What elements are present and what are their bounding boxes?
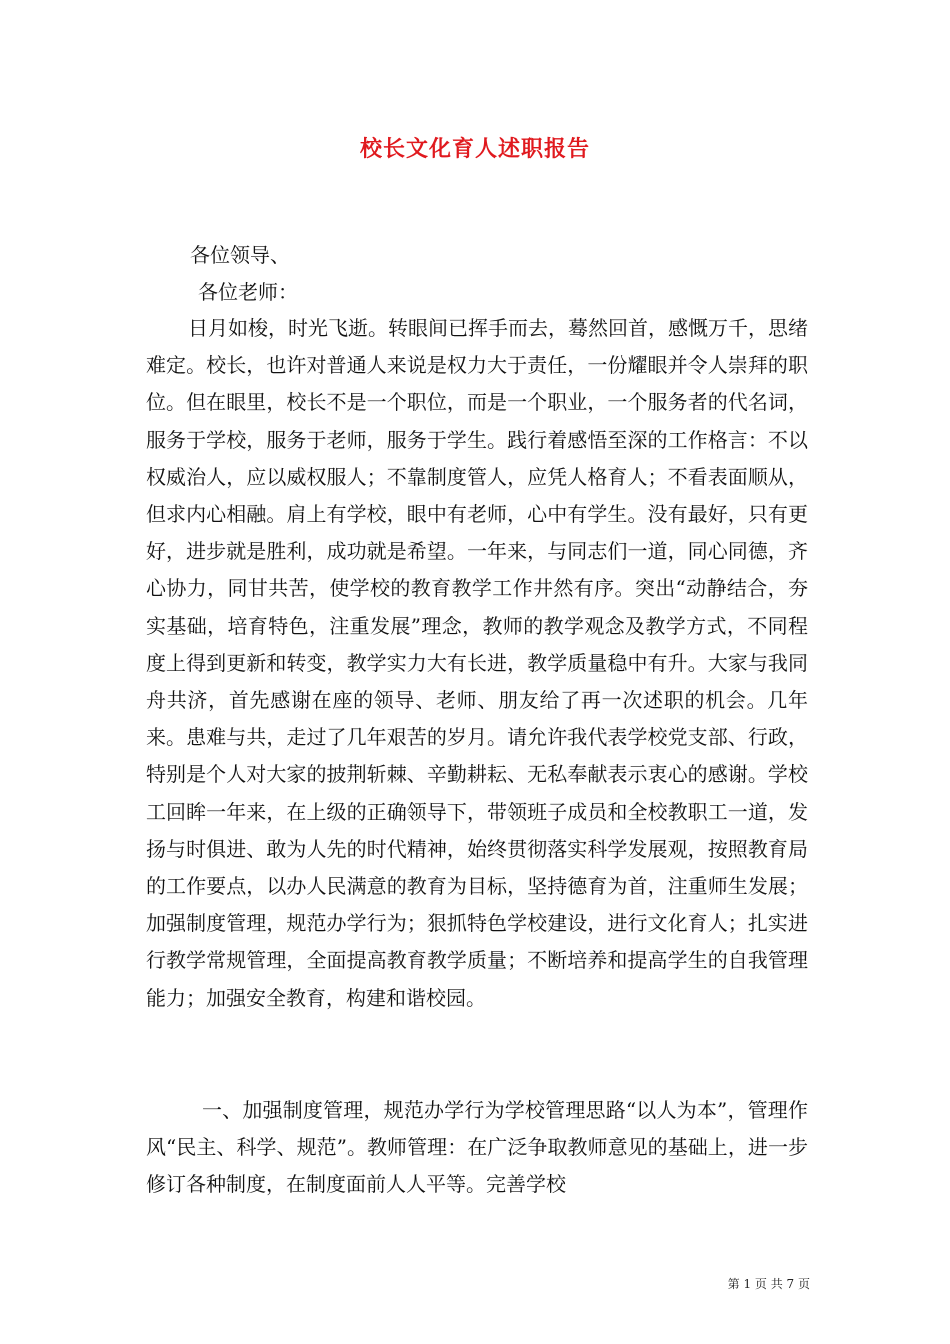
document-title: 校长文化育人述职报告 bbox=[359, 136, 590, 162]
body-paragraph: 日月如梭，时光飞逝。转眼间已挥手而去，蓦然回首，感慨万千，思绪难定。校长，也许对普通人来说是权力大于责任，一份耀眼并令人崇拜的职位。但在眼里，校长不是一个职位，而是一个职业，一个服务者的代名词，服务于学校，服务于老师，服务于学生。践行着感悟至深的工作格言：不以权威治人，应以威权服人；不靠制度管人，应凭人格育人；不看表面顺从，但求内心相融。肩上有学校，眼中有老师，心中有学生。没有最好，只有更好，进步就是胜利，成功就是希望。一年来，与同志们一道，同心同德，齐心协力，同甘共苦，使学校的教育教学工作井然有序。突出“动静结合，夯实基础，培育特色，注重发展”理念，教师的教学观念及教学方式，不同程度上得到更新和转变，教学实力大有长进，教学质量稳中有升。大家与我同舟共济，首先感谢在座的领导、老师、朋友给了再一次述职的机会。几年来。患难与共，走过了几年艰苦的岁月。请允许我代表学校党支部、行政，特别是个人对大家的披荆斩棘、辛勤耕耘、无私奉献表示衷心的感谢。学校工回眸一年来，在上级的正确领导下，带领班子成员和全校教职工一道，发扬与时俱进、敢为人先的时代精神，始终贯彻落实科学发展观，按照教育局的工作要点，以办人民满意的教育为目标，坚持德育为首，注重师生发展；加强制度管理，规范办学行为；狠抓特色学校建设，进行文化育人；扎实进行教学常规管理，全面提高教育教学质量；不断培养和提高学生的自我管理能力；加强安全教育，构建和谐校园。 bbox=[146, 316, 808, 1010]
page-number-footer: 第 1 页 共 7 页 bbox=[727, 1277, 810, 1291]
body-paragraph: 一、加强制度管理，规范办学行为学校管理思路“以人为本”，管理作风“民主、科学、规范”。教师管理：在广泛争取教师意见的基础上，进一步修订各种制度，在制度面前人人平等。完善学校 bbox=[146, 1098, 808, 1197]
salutation-leaders: 各位领导、 bbox=[190, 243, 290, 267]
salutation-teachers: 各位老师： bbox=[198, 280, 298, 304]
